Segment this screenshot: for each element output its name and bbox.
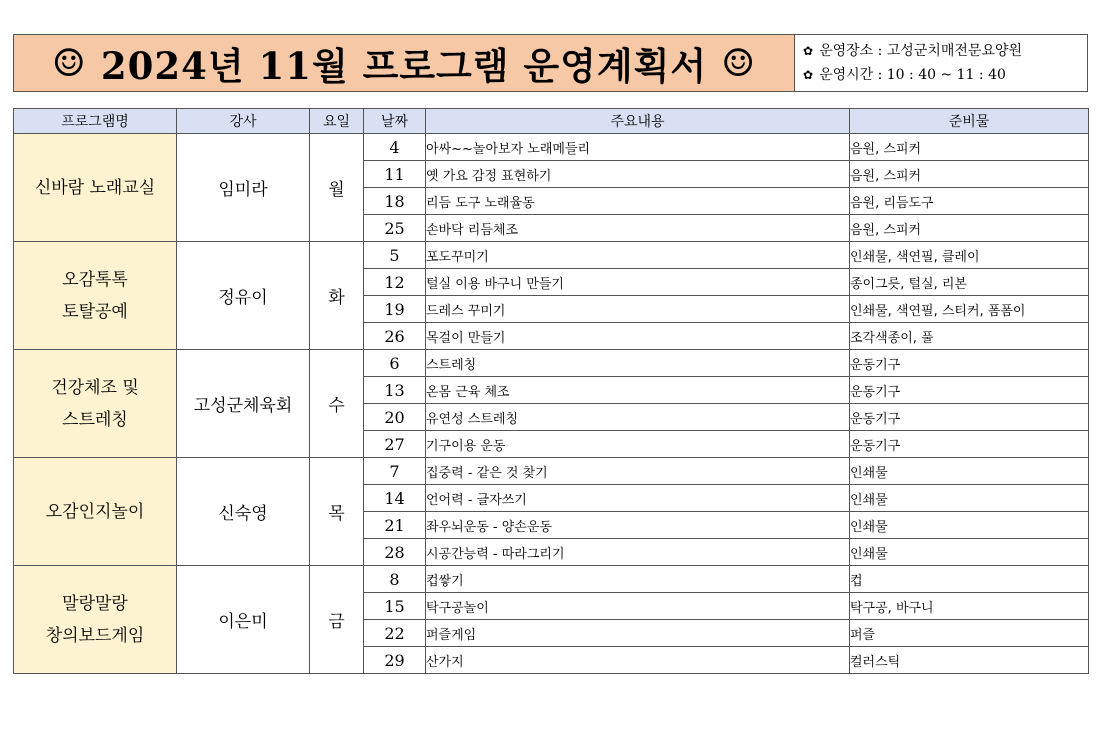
date-cell: 27 (364, 431, 426, 458)
date-cell: 28 (364, 539, 426, 566)
title-text: 2024년 11월 프로그램 운영계획서 (100, 44, 708, 88)
date-cell: 15 (364, 593, 426, 620)
date-cell: 20 (364, 404, 426, 431)
date-cell: 7 (364, 458, 426, 485)
teacher-cell: 임미라 (177, 134, 310, 242)
program-name-line: 말랑말랑 (62, 593, 128, 614)
content-cell: 퍼즐게임 (426, 620, 850, 647)
program-name-line: 오감톡톡 (62, 269, 128, 290)
content-cell: 집중력 - 같은 것 찾기 (426, 458, 850, 485)
prep-cell: 인쇄물 (850, 485, 1089, 512)
day-cell: 금 (310, 566, 364, 674)
prep-cell: 탁구공, 바구니 (850, 593, 1089, 620)
prep-cell: 운동기구 (850, 350, 1089, 377)
flower-bullet-icon: ✿ (803, 44, 814, 58)
date-cell: 8 (364, 566, 426, 593)
program-name-line: 창의보드게임 (45, 625, 145, 646)
prep-cell: 인쇄물, 색연필, 스티커, 폼폼이 (850, 296, 1089, 323)
prep-cell: 퍼즐 (850, 620, 1089, 647)
date-cell: 13 (364, 377, 426, 404)
prep-cell: 운동기구 (850, 404, 1089, 431)
prep-cell: 음원, 스피커 (850, 215, 1089, 242)
header-content: 주요내용 (426, 109, 850, 134)
date-cell: 25 (364, 215, 426, 242)
content-cell: 목걸이 만들기 (426, 323, 850, 350)
day-cell: 수 (310, 350, 364, 458)
program-name-cell (14, 350, 177, 458)
content-cell: 털실 이용 바구니 만들기 (426, 269, 850, 296)
day-cell: 목 (310, 458, 364, 566)
teacher-cell: 정유이 (177, 242, 310, 350)
table-header-row (14, 109, 1089, 134)
date-cell: 29 (364, 647, 426, 674)
content-cell: 산가지 (426, 647, 850, 674)
header-day: 요일 (310, 109, 364, 134)
content-cell: 기구이용 운동 (426, 431, 850, 458)
date-cell: 5 (364, 242, 426, 269)
date-cell: 22 (364, 620, 426, 647)
content-cell: 언어력 - 글자쓰기 (426, 485, 850, 512)
program-name-line: 신바람 노래교실 (34, 177, 156, 198)
content-cell: 옛 가요 감정 표현하기 (426, 161, 850, 188)
content-cell: 아싸~~놀아보자 노래메들리 (426, 134, 850, 161)
time-line (803, 63, 1087, 87)
prep-cell: 컵 (850, 566, 1089, 593)
table-row (14, 350, 1089, 377)
program-name-line: 스트레칭 (62, 409, 128, 430)
prep-cell: 인쇄물, 색연필, 클레이 (850, 242, 1089, 269)
date-cell: 19 (364, 296, 426, 323)
prep-cell: 인쇄물 (850, 458, 1089, 485)
content-cell: 시공간능력 - 따라그리기 (426, 539, 850, 566)
smiley-icon: ☺ (721, 41, 757, 85)
table-row (14, 566, 1089, 593)
content-cell: 좌우뇌운동 - 양손운동 (426, 512, 850, 539)
content-cell: 온몸 근육 체조 (426, 377, 850, 404)
prep-cell: 음원, 리듬도구 (850, 188, 1089, 215)
content-cell: 드레스 꾸미기 (426, 296, 850, 323)
program-name-line: 건강체조 및 (51, 377, 139, 398)
teacher-cell: 고성군체육회 (177, 350, 310, 458)
day-cell: 월 (310, 134, 364, 242)
prep-cell: 종이그릇, 털실, 리본 (850, 269, 1089, 296)
prep-cell: 조각색종이, 풀 (850, 323, 1089, 350)
content-cell: 컵쌓기 (426, 566, 850, 593)
prep-cell: 음원, 스피커 (850, 134, 1089, 161)
program-name-cell (14, 566, 177, 674)
header-prep: 준비물 (850, 109, 1089, 134)
date-cell: 14 (364, 485, 426, 512)
teacher-cell: 이은미 (177, 566, 310, 674)
date-cell: 11 (364, 161, 426, 188)
program-name-cell (14, 458, 177, 566)
content-cell: 리듬 도구 노래율동 (426, 188, 850, 215)
header-teacher: 강사 (177, 109, 310, 134)
table-row (14, 458, 1089, 485)
content-cell: 포도꾸미기 (426, 242, 850, 269)
program-name-line: 토탈공예 (62, 301, 128, 322)
smiley-icon: ☺ (51, 41, 87, 85)
prep-cell: 인쇄물 (850, 512, 1089, 539)
header-program: 프로그램명 (14, 109, 177, 134)
teacher-cell: 신숙영 (177, 458, 310, 566)
date-cell: 12 (364, 269, 426, 296)
location-text: 운영장소 : 고성군치매전문요양원 (819, 43, 1023, 59)
program-name-cell (14, 242, 177, 350)
header-date: 날짜 (364, 109, 426, 134)
table-body (14, 134, 1089, 674)
prep-cell: 운동기구 (850, 431, 1089, 458)
prep-cell: 음원, 스피커 (850, 161, 1089, 188)
program-name-cell (14, 134, 177, 242)
prep-cell: 컬러스틱 (850, 647, 1089, 674)
prep-cell: 인쇄물 (850, 539, 1089, 566)
content-cell: 탁구공놀이 (426, 593, 850, 620)
table-row (14, 134, 1089, 161)
content-cell: 유연성 스트레칭 (426, 404, 850, 431)
program-name-line: 오감인지놀이 (45, 501, 145, 522)
page-title (13, 34, 795, 92)
date-cell: 26 (364, 323, 426, 350)
content-cell: 스트레칭 (426, 350, 850, 377)
program-schedule-table (13, 108, 1089, 674)
content-cell: 손바닥 리듬체조 (426, 215, 850, 242)
flower-bullet-icon: ✿ (803, 68, 814, 82)
date-cell: 21 (364, 512, 426, 539)
day-cell: 화 (310, 242, 364, 350)
table-row (14, 242, 1089, 269)
time-text: 운영시간 : 10 : 40 ~ 11 : 40 (819, 67, 1006, 83)
location-line (803, 39, 1087, 63)
date-cell: 18 (364, 188, 426, 215)
operation-info (795, 34, 1088, 92)
prep-cell: 운동기구 (850, 377, 1089, 404)
date-cell: 4 (364, 134, 426, 161)
date-cell: 6 (364, 350, 426, 377)
